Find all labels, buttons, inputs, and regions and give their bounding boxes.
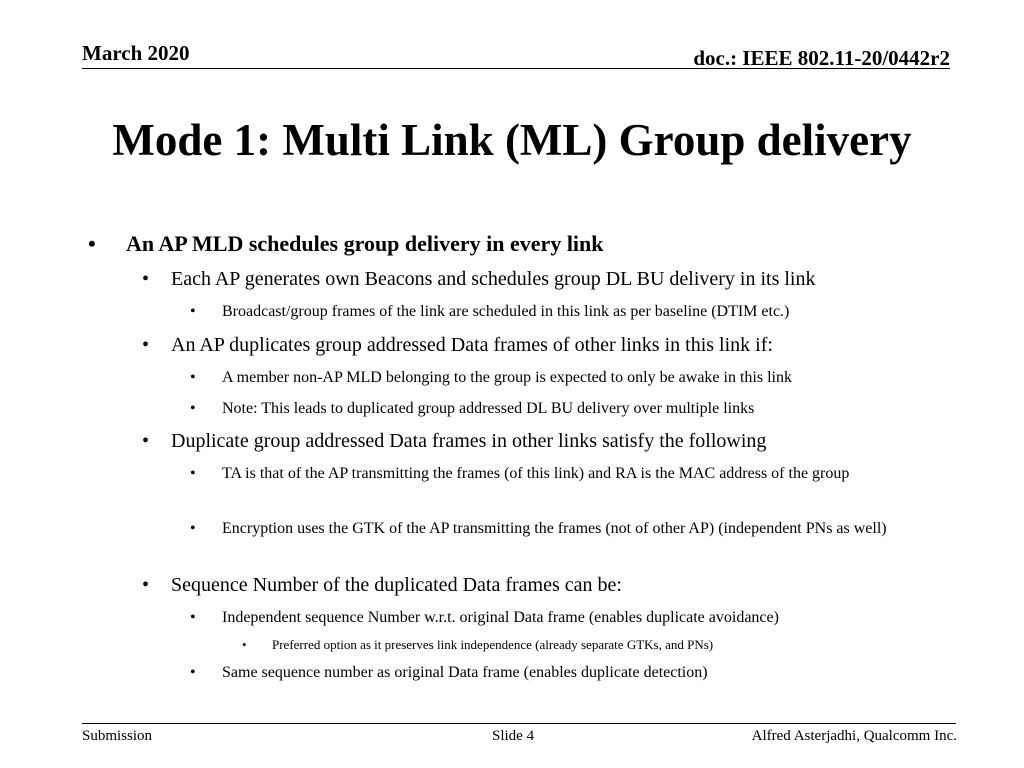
bullet-dot: • bbox=[142, 268, 150, 290]
bullet-dot: • bbox=[142, 334, 150, 356]
bullet-dot: • bbox=[190, 609, 196, 626]
bullet-text: A member non-AP MLD belonging to the group is expected to only be awake in this link bbox=[222, 369, 792, 386]
bullet-dot: • bbox=[190, 520, 196, 537]
bullet-l2 bbox=[142, 572, 622, 598]
bullet-l3 bbox=[190, 462, 940, 486]
bullet-dot: • bbox=[88, 231, 96, 256]
bullet-text: TA is that of the AP transmitting the frames (of this link) and RA is the MAC address of the group bbox=[222, 465, 850, 482]
header-doc-id: doc.: IEEE 802.11-20/0442r2 bbox=[693, 46, 950, 70]
footer-author: Alfred Asterjadhi, Qualcomm Inc. bbox=[751, 728, 957, 744]
bullet-text: Duplicate group addressed Data frames in other links satisfy the following bbox=[171, 430, 767, 452]
bullet-l2 bbox=[142, 428, 766, 454]
bullet-l3 bbox=[190, 606, 940, 630]
bullet-l3 bbox=[190, 366, 940, 390]
bullet-text: Broadcast/group frames of the link are scheduled in this link as per baseline (DTIM etc.) bbox=[222, 303, 790, 320]
bullet-text: An AP MLD schedules group delivery in every link bbox=[126, 231, 604, 256]
bullet-l3 bbox=[190, 661, 940, 685]
bullet-dot: • bbox=[142, 430, 150, 452]
bullet-dot: • bbox=[190, 465, 196, 482]
bullet-text: Note: This leads to duplicated group addressed DL BU delivery over multiple links bbox=[222, 400, 755, 417]
header-date: March 2020 bbox=[82, 41, 190, 65]
bullet-dot: • bbox=[190, 664, 196, 681]
bullet-dot: • bbox=[190, 303, 196, 320]
footer-slide-number: Slide 4 bbox=[492, 728, 535, 744]
bullet-text: Sequence Number of the duplicated Data frames can be: bbox=[171, 574, 622, 596]
bullet-l1 bbox=[88, 229, 604, 259]
bullet-dot: • bbox=[190, 369, 196, 386]
bullet-l2 bbox=[142, 332, 773, 358]
bullet-text: An AP duplicates group addressed Data frames of other links in this link if: bbox=[171, 334, 773, 356]
footer-submission: Submission bbox=[82, 728, 153, 744]
bullet-l3 bbox=[190, 397, 940, 421]
footer-rule bbox=[82, 723, 956, 724]
bullet-text: Independent sequence Number w.r.t. original Data frame (enables duplicate avoidance) bbox=[222, 609, 779, 626]
bullet-l2 bbox=[142, 266, 815, 292]
bullet-text: Preferred option as it preserves link independence (already separate GTKs, and PNs) bbox=[272, 637, 714, 652]
bullet-text: Same sequence number as original Data frame (enables duplicate detection) bbox=[222, 664, 708, 681]
bullet-l3 bbox=[190, 300, 940, 324]
bullet-text: Encryption uses the GTK of the AP transmitting the frames (not of other AP) (independent PNs as well) bbox=[222, 520, 887, 537]
bullet-dot: • bbox=[142, 574, 150, 596]
bullet-text: Each AP generates own Beacons and schedules group DL BU delivery in its link bbox=[171, 268, 816, 290]
bullet-l4 bbox=[242, 636, 713, 654]
bullet-dot: • bbox=[242, 637, 247, 652]
bullet-dot: • bbox=[190, 400, 196, 417]
slide-title: Mode 1: Multi Link (ML) Group delivery bbox=[112, 115, 912, 165]
bullet-l3 bbox=[190, 517, 940, 541]
